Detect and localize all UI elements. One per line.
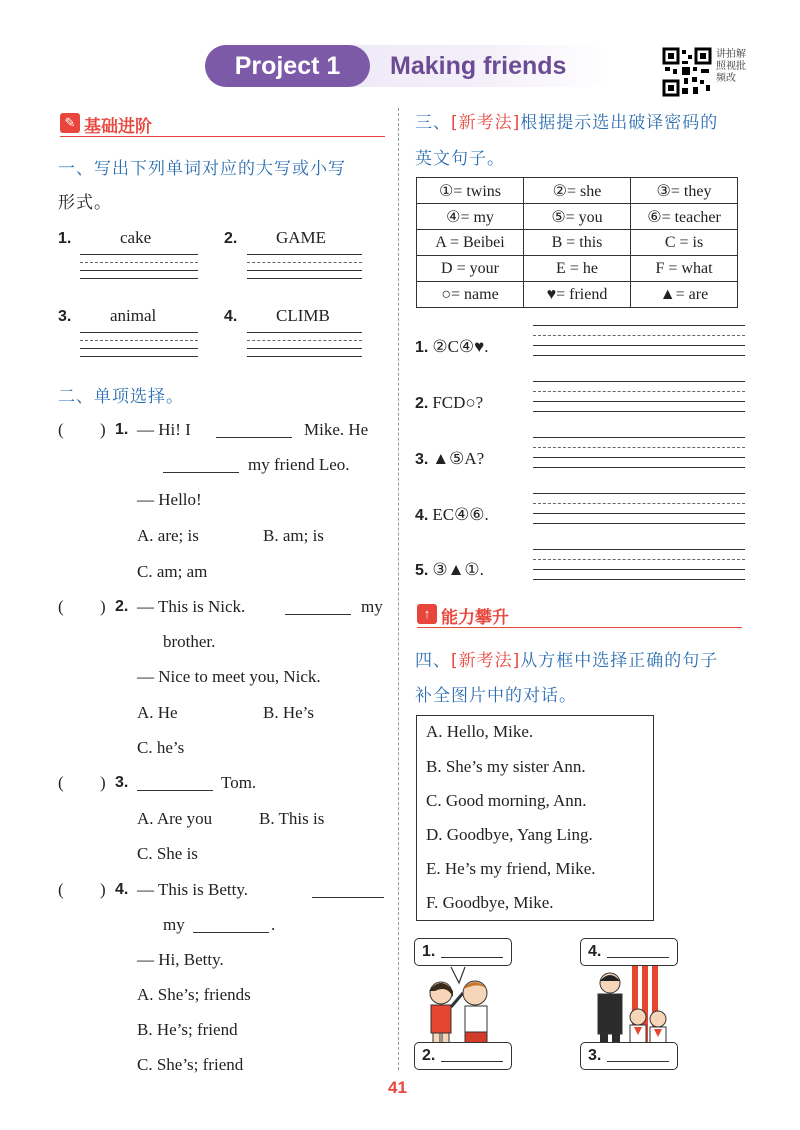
- q3-item: [415, 560, 484, 580]
- fill-blank[interactable]: [441, 1061, 503, 1062]
- q2-text: — This is Nick.: [137, 597, 246, 616]
- answer-paren-close[interactable]: ): [100, 880, 106, 899]
- section-advanced-underline: [417, 627, 742, 628]
- q4-option[interactable]: D. Goodbye, Yang Ling.: [426, 825, 593, 844]
- section-basic-underline: [60, 136, 385, 137]
- q3-item-num: 3.: [415, 451, 429, 468]
- answer-paren-close[interactable]: ): [100, 597, 106, 616]
- page-number: 41: [388, 1078, 407, 1097]
- fill-blank[interactable]: [312, 897, 384, 898]
- q1-item-num: 2.: [224, 230, 238, 247]
- answer-paren-close[interactable]: ): [100, 420, 106, 439]
- qr-code-icon[interactable]: [662, 47, 712, 97]
- q2-item-num: 3.: [115, 774, 129, 791]
- answer-paren-open: (: [58, 773, 64, 792]
- q2-text: Mike. He: [304, 420, 369, 439]
- code-cell: E = he: [524, 256, 631, 282]
- qr-label: 讲拍解照视批频改: [716, 49, 746, 84]
- q1-writing-lines[interactable]: [247, 332, 362, 364]
- q2-option[interactable]: C. am; am: [137, 562, 208, 581]
- q3-item-num: 1.: [415, 339, 429, 356]
- q2-option[interactable]: C. She’s; friend: [137, 1055, 244, 1074]
- code-cell: ⑤= you: [524, 204, 631, 230]
- q2-option[interactable]: B. This is: [259, 809, 325, 828]
- q2-item-num: 1.: [115, 421, 129, 438]
- q4-heading-line2: 补全图片中的对话。: [415, 686, 577, 706]
- code-table: [416, 177, 738, 308]
- q2-text: — Hi, Betty.: [137, 950, 224, 969]
- q3-code: ③▲①.: [432, 560, 484, 579]
- q2-option[interactable]: B. am; is: [263, 526, 324, 545]
- q3-item-num: 2.: [415, 395, 429, 412]
- q2-item-num: 4.: [115, 881, 129, 898]
- q4-heading-prefix: 四、: [415, 651, 451, 671]
- q3-answer-lines[interactable]: [533, 493, 745, 524]
- arrow-up-icon: ↑: [417, 604, 437, 624]
- code-cell: F = what: [631, 256, 738, 282]
- q4-option[interactable]: E. He’s my friend, Mike.: [426, 859, 596, 878]
- q3-answer-lines[interactable]: [533, 549, 745, 580]
- code-cell: ♥= friend: [524, 282, 631, 308]
- bubble-num: 4.: [588, 943, 602, 960]
- q2-text: my: [163, 915, 185, 934]
- q4-heading-rest: 从方框中选择正确的句子: [520, 651, 719, 671]
- q4-option[interactable]: C. Good morning, Ann.: [426, 791, 587, 810]
- column-divider: [398, 108, 399, 1070]
- q3-item: [415, 449, 484, 469]
- q2-text: — Nice to meet you, Nick.: [137, 667, 321, 686]
- q4-option[interactable]: A. Hello, Mike.: [426, 722, 534, 741]
- q1-heading: 一、写出下列单词对应的大写或小写: [58, 159, 346, 179]
- q2-text: brother.: [163, 632, 216, 651]
- q1-item-num: 1.: [58, 230, 72, 247]
- q3-item-num: 4.: [415, 507, 429, 524]
- q3-item-num: 5.: [415, 562, 429, 579]
- fill-blank[interactable]: [193, 932, 269, 933]
- fill-blank[interactable]: [607, 1061, 669, 1062]
- q1-word: CLIMB: [276, 306, 330, 325]
- code-cell: D = your: [417, 256, 524, 282]
- fill-blank[interactable]: [137, 790, 213, 791]
- speech-bubble-3[interactable]: [580, 1042, 678, 1070]
- q1-word: GAME: [276, 228, 327, 247]
- q2-text: my: [361, 597, 383, 616]
- page-title: Making friends: [390, 52, 567, 80]
- q3-code: ②C④♥.: [432, 337, 489, 356]
- bubble-num: 2.: [422, 1047, 436, 1064]
- code-cell: ③= they: [631, 178, 738, 204]
- q3-heading: [415, 108, 718, 133]
- q2-heading: 二、单项选择。: [58, 387, 184, 407]
- q2-option[interactable]: B. He’s; friend: [137, 1020, 238, 1039]
- q1-writing-lines[interactable]: [80, 254, 198, 286]
- q3-answer-lines[interactable]: [533, 437, 745, 468]
- code-cell: ①= twins: [417, 178, 524, 204]
- q2-option[interactable]: C. he’s: [137, 738, 185, 757]
- q2-option[interactable]: A. He: [137, 703, 178, 722]
- q2-option[interactable]: A. are; is: [137, 526, 199, 545]
- section-advanced-title: 能力攀升: [441, 608, 509, 628]
- code-cell: ⑥= teacher: [631, 204, 738, 230]
- q3-answer-lines[interactable]: [533, 381, 745, 412]
- code-cell: ▲= are: [631, 282, 738, 308]
- q2-text: Tom.: [221, 773, 257, 792]
- fill-blank[interactable]: [163, 472, 239, 473]
- q4-option[interactable]: F. Goodbye, Mike.: [426, 893, 554, 912]
- speech-bubble-2[interactable]: [414, 1042, 512, 1070]
- bubble-num: 3.: [588, 1047, 602, 1064]
- q2-text: — Hello!: [137, 490, 202, 509]
- q1-item-num: 3.: [58, 308, 72, 325]
- fill-blank[interactable]: [441, 957, 503, 958]
- q3-item: [415, 505, 489, 525]
- q1-writing-lines[interactable]: [247, 254, 362, 286]
- q3-answer-lines[interactable]: [533, 325, 745, 356]
- q3-heading-prefix: 三、: [415, 113, 451, 133]
- answer-paren-close[interactable]: ): [100, 773, 106, 792]
- q2-option[interactable]: C. She is: [137, 844, 198, 863]
- q4-heading: [415, 646, 718, 671]
- new-method-tag: [新考法]: [451, 113, 521, 133]
- answer-paren-open: (: [58, 420, 64, 439]
- fill-blank[interactable]: [607, 957, 669, 958]
- q1-writing-lines[interactable]: [80, 332, 198, 364]
- q2-text: my friend Leo.: [248, 455, 350, 474]
- q3-code: EC④⑥.: [432, 505, 489, 524]
- q3-heading-rest: 根据提示选出破译密码的: [520, 113, 719, 133]
- section-basic-title: 基础进阶: [84, 117, 152, 137]
- q4-options-box: [416, 715, 654, 921]
- pencil-icon: ✎: [60, 113, 80, 133]
- q3-code: FCD○?: [432, 393, 484, 412]
- q1-heading-line2: 形式。: [58, 193, 112, 213]
- q2-option[interactable]: A. Are you: [137, 809, 213, 828]
- new-method-tag: [新考法]: [451, 651, 521, 671]
- project-label: Project 1: [205, 45, 370, 87]
- speech-bubble-1[interactable]: [414, 938, 512, 966]
- bubble-num: 1.: [422, 943, 436, 960]
- q3-item: [415, 393, 483, 413]
- q2-option[interactable]: B. He’s: [263, 703, 314, 722]
- q3-item: [415, 337, 489, 357]
- q1-word: animal: [110, 306, 157, 325]
- q2-text: — Hi! I: [137, 420, 191, 439]
- fill-blank[interactable]: [216, 437, 292, 438]
- q2-text: — This is Betty.: [137, 880, 248, 899]
- code-cell: A = Beibei: [417, 230, 524, 256]
- speech-bubble-4[interactable]: [580, 938, 678, 966]
- code-cell: B = this: [524, 230, 631, 256]
- answer-paren-open: (: [58, 597, 64, 616]
- q1-word: cake: [120, 228, 152, 247]
- q2-option[interactable]: A. She’s; friends: [137, 985, 251, 1004]
- q3-code: ▲⑤A?: [432, 449, 485, 468]
- fill-blank[interactable]: [285, 614, 351, 615]
- q2-item-num: 2.: [115, 598, 129, 615]
- code-cell: ④= my: [417, 204, 524, 230]
- q3-heading-line2: 英文句子。: [415, 149, 505, 169]
- code-cell: ②= she: [524, 178, 631, 204]
- code-cell: ○= name: [417, 282, 524, 308]
- q1-item-num: 4.: [224, 308, 238, 325]
- q2-text: .: [271, 915, 276, 934]
- q4-option[interactable]: B. She’s my sister Ann.: [426, 757, 586, 776]
- code-cell: C = is: [631, 230, 738, 256]
- answer-paren-open: (: [58, 880, 64, 899]
